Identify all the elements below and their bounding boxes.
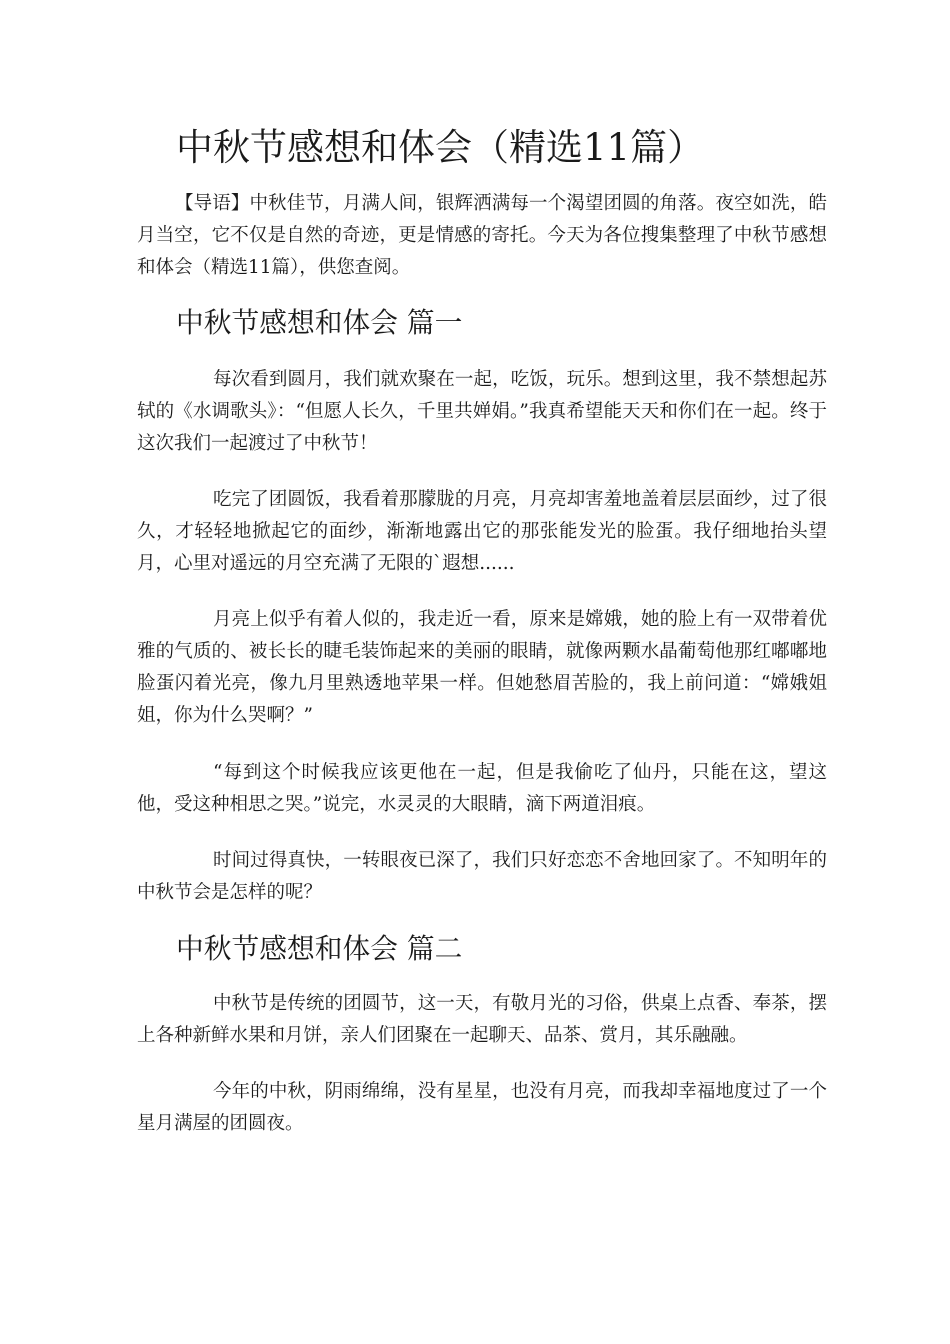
- paragraph: 月亮上似乎有着人似的，我走近一看，原来是嫦娥，她的脸上有一双带着优雅的气质的、被长长的睫毛装饰起来的美丽的眼睛，就像两颗水晶葡萄他那红嘟嘟地脸蛋闪着光亮，像九月里熟透地苹果一样。但她愁眉苦脸的，我上前问道：“嫦娥姐姐，你为什么哭啊？”: [137, 609, 827, 726]
- paragraph: 时间过得真快，一转眼夜已深了，我们只好恋恋不舍地回家了。不知明年的中秋节会是怎样的呢？: [137, 850, 827, 903]
- paragraph: “每到这个时候我应该更他在一起，但是我偷吃了仙丹，只能在这，望这他，受这种相思之哭。”说完，水灵灵的大眼睛，滴下两道泪痕。: [137, 762, 827, 815]
- paragraph: 中秋节是传统的团圆节，这一天，有敬月光的习俗，供桌上点香、奉茶，摆上各种新鲜水果和月饼，亲人们团聚在一起聊天、品茶、赏月，其乐融融。: [137, 993, 827, 1046]
- document-title: 中秋节感想和体会（精选11篇）: [176, 126, 705, 169]
- paragraph: 每次看到圆月，我们就欢聚在一起，吃饭，玩乐。想到这里，我不禁想起苏轼的《水调歌头》：“但愿人长久，千里共婵娟。”我真希望能天天和你们在一起。终于这次我们一起渡过了中秋节！: [137, 369, 827, 454]
- paragraph: 吃完了团圆饭，我看着那朦胧的月亮，月亮却害羞地盖着层层面纱，过了很久，才轻轻地掀起它的面纱，渐渐地露出它的那张能发光的脸蛋。我仔细地抬头望月，心里对遥远的月空充满了无限的`遐想......: [137, 489, 827, 574]
- section-heading: 中秋节感想和体会 篇二: [176, 932, 463, 965]
- paragraph: 今年的中秋，阴雨绵绵，没有星星，也没有月亮，而我却幸福地度过了一个星月满屋的团圆夜。: [137, 1081, 827, 1134]
- section-heading: 中秋节感想和体会 篇一: [176, 306, 463, 339]
- intro-paragraph: 【导语】中秋佳节，月满人间，银辉洒满每一个渴望团圆的角落。夜空如洗，皓月当空，它不仅是自然的奇迹，更是情感的寄托。今天为各位搜集整理了中秋节感想和体会（精选11篇），供您查阅。: [137, 193, 827, 278]
